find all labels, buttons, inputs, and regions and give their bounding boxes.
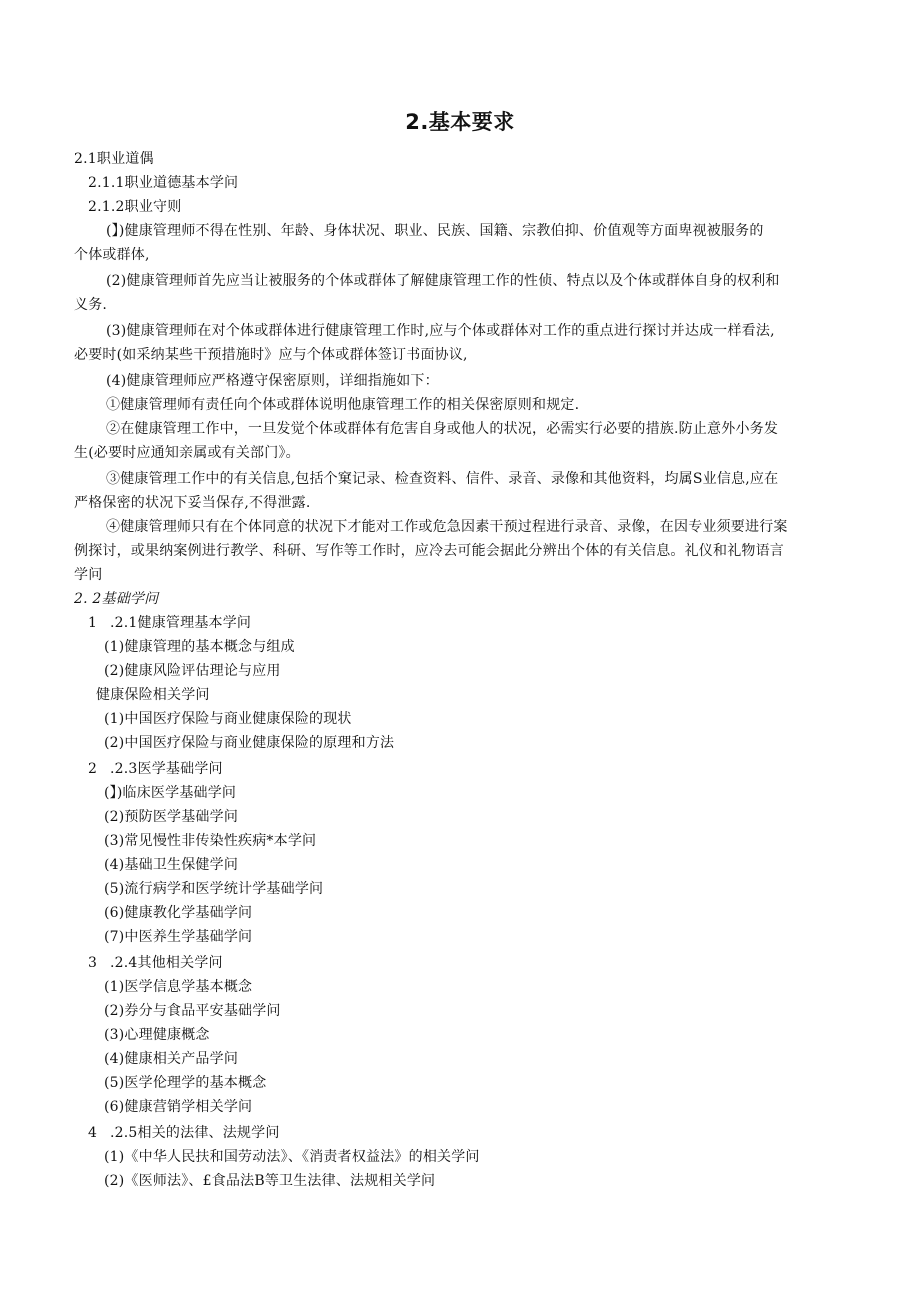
group-1-number: 1 (88, 615, 98, 631)
group-3-heading (88, 954, 223, 972)
list-item: (4)健康相关产品学问 (104, 1051, 239, 1067)
paragraph-4: (4)健康管理师应严格遵守保密原则，详细指施如下： (106, 373, 439, 389)
section-heading-2-1: 2.1职业道偶 (74, 151, 154, 167)
list-item: (】)临床医学基础学问 (104, 785, 237, 801)
paragraph-2-line-2: 义务. (74, 297, 108, 313)
list-item: (1)《中华人民扶和国劳动法》、《消责者权益法》的相关学问 (104, 1149, 480, 1165)
list-item: (2)《医师法》、£食品法B等卫生法律、法规相关学问 (104, 1173, 436, 1189)
subsection-2-1-1: 2.1.1职业道德基本学问 (88, 175, 239, 191)
list-item: (3)心理健康概念 (104, 1027, 210, 1043)
group-2-number: 2 (88, 761, 98, 777)
list-item: (1)健康管理的基本概念与组成 (104, 639, 295, 655)
group-2-label: .2.3医学基础学问 (110, 761, 223, 777)
group-3-number: 3 (88, 955, 98, 971)
rule-item-2-line-1: ②在健康管理工作中，一旦发觉个体或群体有危害自身或他人的状况，必需实行必要的措族.防止意外小务发 (106, 421, 779, 437)
list-item: (7)中医养生学基础学问 (104, 929, 253, 945)
rule-item-2-line-2: 生(必要时应通知亲属或有关部门》。 (74, 445, 300, 461)
rule-item-3-line-2: 严格保密的状况下妥当保存,不得泄露. (74, 495, 311, 511)
group-2-heading (88, 760, 223, 778)
rule-item-4-line-3: 学问 (74, 567, 103, 583)
group-4-number: 4 (88, 1125, 98, 1141)
group-4-heading (88, 1124, 280, 1142)
paragraph-1-line-2: 个体或群体, (74, 247, 150, 263)
list-item: (2)中国医疗保险与商业健康保险的原理和方法 (104, 735, 395, 751)
list-item: (3)常见慢性非传染性疾病*本学问 (104, 833, 317, 849)
list-item: (2)健康风险评估理论与应用 (104, 663, 281, 679)
paragraph-1-line-1: (】)健康管理师不得在性别、年龄、身体状况、职业、民族、国籍、宗教伯抑、价值观等方面卑视被服务的 (106, 223, 764, 239)
list-item: (1)医学信息学基本概念 (104, 979, 253, 995)
list-item: (6)健康教化学基础学问 (104, 905, 253, 921)
paragraph-3-line-2: 必要时(如采纳某些干预措施时》应与个体或群体签订书面协议, (74, 347, 468, 363)
list-item: (6)健康营销学相关学问 (104, 1099, 253, 1115)
insurance-heading: 健康保险相关学问 (96, 687, 210, 703)
rule-item-4-line-2: 例探讨，或果纳案例进行教学、科研、写作等工作时，应冷去可能会据此分辨出个体的有关信息。礼仪和礼物语言 (74, 543, 784, 559)
section-heading-2-2: 2. 2基础学问 (74, 591, 159, 607)
rule-item-1: ①健康管理师有责任向个体或群体说明他康管理工作的相关保密原则和规定. (106, 397, 580, 413)
list-item: (5)流行病学和医学统计学基础学问 (104, 881, 324, 897)
group-1-label: .2.1健康管理基本学问 (110, 615, 252, 631)
subsection-2-1-2: 2.1.2职业守则 (88, 199, 182, 215)
paragraph-2-line-1: (2)健康管理师首先应当让被服务的个体或群体了解健康管理工作的性侦、特点以及个体或群体自身的权利和 (106, 273, 780, 289)
rule-item-3-line-1: ③健康管理工作中的有关信息,包括个窠记录、检查资料、信件、录音、录像和其他资料，均属S业信息,应在 (106, 471, 779, 487)
list-item: (4)基础卫生保健学问 (104, 857, 239, 873)
group-1-heading (88, 614, 251, 632)
page-title: 2.基本要求 (405, 110, 515, 134)
group-3-label: .2.4其他相关学问 (110, 955, 223, 971)
list-item: (2)预防医学基础学问 (104, 809, 239, 825)
list-item: (5)医学伦理学的基本概念 (104, 1075, 267, 1091)
group-4-label: .2.5相关的法律、法规学问 (110, 1125, 280, 1141)
paragraph-3-line-1: (3)健康管理师在对个体或群体进行健康管理工作时,应与个体或群体对工作的重点进行探讨并达成一样看法, (106, 323, 775, 339)
list-item: (2)券分与食品平安基础学问 (104, 1003, 281, 1019)
rule-item-4-line-1: ④健康管理师只有在个体同意的状况下才能对工作或危急因素干预过程进行录音、录像，在因专业须要进行案 (106, 519, 788, 535)
list-item: (1)中国医疗保险与商业健康保险的现状 (104, 711, 352, 727)
